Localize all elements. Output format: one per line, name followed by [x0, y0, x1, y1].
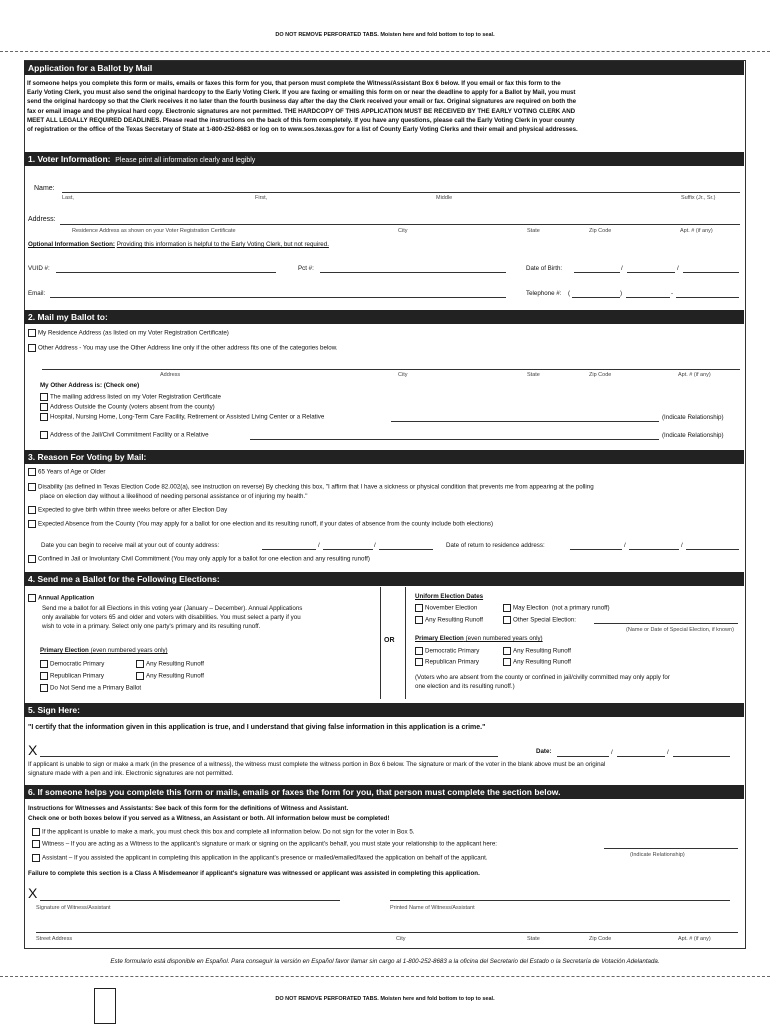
voter-sign-x: X	[28, 742, 38, 758]
right-any-runoff-option[interactable]: Any Resulting Runoff	[415, 616, 483, 624]
address-label: Address:	[28, 216, 56, 223]
address-input[interactable]	[60, 224, 740, 225]
witness-state-caption: State	[527, 936, 540, 942]
other-outside-county-option[interactable]: Address Outside the County (voters absent from the county)	[40, 403, 215, 411]
section-4-header: 4. Send me a Ballot for the Following Elections:	[24, 572, 744, 586]
reason-jail-option[interactable]: Confined in Jail or Involuntary Civil Commitment (You may only apply for a ballot for one election and any resulting runoff)	[28, 555, 370, 563]
left-rep-primary-option[interactable]: Republican Primary	[40, 672, 104, 680]
mail-other-option[interactable]: Other Address - You may use the Other Address line only if the other address fits one of the categories below.	[28, 344, 338, 352]
name-input[interactable]	[62, 192, 740, 193]
section-4-divider-right	[405, 587, 406, 699]
mail-residence-checkbox[interactable]	[28, 329, 36, 337]
sign-day-input[interactable]	[617, 756, 665, 757]
witness-check-instruction: Check one or both boxes below if you served as a Witness, an Assistant or both. All information below must be completed!	[28, 815, 390, 822]
begin-day-input[interactable]	[323, 549, 373, 550]
sign-year-input[interactable]	[673, 756, 730, 757]
may-election-option[interactable]: May Election (not a primary runoff)	[503, 604, 610, 612]
res-address-caption: Residence Address as shown on your Voter Registration Certificate	[72, 228, 236, 234]
sign-month-input[interactable]	[557, 756, 609, 757]
witness-address-line[interactable]	[36, 932, 738, 933]
mail-residence-option[interactable]: My Residence Address (as listed on my Voter Registration Certificate)	[28, 329, 229, 337]
dob-month-input[interactable]	[574, 272, 620, 273]
other-apt-caption: Apt. # (if any)	[678, 372, 711, 378]
sign-note: If applicant is unable to sign or make a mark (in the presence of a witness), the witness must complete the witness portion in Box 6 below. The signature or mark of the voter in the blank above must be an original signature made with a pen and ink. Electronic signatures are not permitted.	[28, 761, 606, 778]
jail-indicate-caption: (Indicate Relationship)	[662, 432, 724, 439]
reason-65-option[interactable]: 65 Years of Age or Older	[28, 468, 105, 476]
sign-date-label: Date:	[536, 748, 552, 755]
failure-warning: Failure to complete this section is a Class A Misdemeanor if applicant's signature was witnessed or applicant was assisted in completing this application.	[28, 870, 480, 877]
no-primary-option[interactable]: Do Not Send me a Primary Ballot	[40, 684, 141, 692]
pct-input[interactable]	[320, 272, 506, 273]
pct-label: Pct #:	[298, 265, 314, 272]
section-2-header: 2. Mail my Ballot to:	[24, 310, 744, 324]
reason-absence-option[interactable]: Expected Absence from the County (You may apply for a ballot for one election and its resulting runoff, if your dates of absence from the county include both elections)	[28, 520, 493, 528]
other-address-heading: My Other Address is: (Check one)	[40, 382, 140, 389]
witness-zip-caption: Zip Code	[589, 936, 612, 942]
bottom-perforation-notice: DO NOT REMOVE PERFORATED TABS. Moisten here and fold bottom to top to seal.	[275, 996, 495, 1002]
telephone-area-input[interactable]	[572, 297, 620, 298]
dob-label: Date of Birth:	[526, 265, 563, 272]
witness-printed-name-line[interactable]	[390, 900, 730, 901]
unable-to-mark-option[interactable]: If the applicant is unable to make a mark, you must check this box and complete all information below. Do not sign for the voter in Box 5.	[32, 828, 414, 836]
other-jail-option[interactable]: Address of the Jail/Civil Commitment Facility or a Relative	[40, 431, 209, 439]
other-city-caption: City	[398, 372, 408, 378]
section-4-divider	[380, 587, 381, 699]
top-perforation-notice: DO NOT REMOVE PERFORATED TABS. Moisten here and fold bottom to top to seal.	[275, 32, 495, 38]
annual-description: Send me a ballot for all Elections in this voting year (January – December). Annual Applications only available for voters 65 and older and voters with disabilities. You must select a party if you wish to vote in a primary. Select only one party's primary and its resulting runoff.	[42, 605, 303, 631]
begin-year-input[interactable]	[379, 549, 433, 550]
voter-signature-line[interactable]	[40, 756, 498, 757]
last-name-caption: Last,	[62, 195, 74, 201]
witness-sign-x: X	[28, 885, 38, 901]
reason-birth-option[interactable]: Expected to give birth within three weeks before or after Election Day	[28, 506, 227, 514]
perforation-line-top	[0, 51, 770, 52]
witness-indicate-caption: (Indicate Relationship)	[630, 852, 685, 858]
other-state-caption: State	[527, 372, 540, 378]
intro-instructions: If someone helps you complete this form or mails, emails or faxes this form for you, that person must complete the Witness/Assistant Box 6 below. If you email or fax this form to the Early Voting Clerk, you must also send the original hardcopy to the Early Voting Clerk. If you are faxing or emailing this form on or near the deadline to apply for a Ballot by Mail, you must send the original hardcopy so that the Clerk receives it no later than the fourth business day after the day the Clerk received your email or fax. Original signatures are required on both the fax or email image and the physical hard copy. Electronic signatures are not permitted. THE HARDCOPY OF THIS APPLICATION MUST BE RECEIVED BY THE EARLY VOTING CLERK AND MEET ALL LEGALLY REQUIRED DEADLINES. Please read the instructions on the back of this form completely. If you have any questions, please call the Early Voting Clerk in your county of registration or the office of the Texas Secretary of State at 1-800-252-8683 or log on to www.sos.texas.gov for a list of County Early Voting Clerks and their email and physical addresses.	[27, 80, 578, 134]
left-dem-runoff-option[interactable]: Any Resulting Runoff	[136, 660, 204, 668]
dob-day-input[interactable]	[627, 272, 675, 273]
witness-street-caption: Street Address	[36, 936, 73, 942]
right-dem-primary-option[interactable]: Democratic Primary	[415, 647, 479, 655]
jail-relationship-input[interactable]	[250, 439, 659, 440]
right-rep-runoff-option[interactable]: Any Resulting Runoff	[503, 658, 571, 666]
other-facility-option[interactable]: Hospital, Nursing Home, Long-Term Care Facility, Retirement or Assisted Living Center or a Relative	[40, 413, 324, 421]
return-date-label: Date of return to residence address:	[446, 542, 545, 549]
optional-section: Optional Information Section: Providing this information is helpful to the Early Voting Clerk, but not required.	[28, 241, 329, 248]
return-year-input[interactable]	[686, 549, 739, 550]
spanish-availability-note: Este formulario está disponible en Español. Para conseguir la versión en Español favor llamar sin cargo al 1-800-252-8683 a la oficina del Secretario del Estado o la Secretaría de Votación Adelantada.	[110, 958, 660, 965]
telephone-prefix-input[interactable]	[626, 297, 670, 298]
return-month-input[interactable]	[570, 549, 622, 550]
zip-caption: Zip Code	[589, 228, 612, 234]
witness-signature-line[interactable]	[40, 900, 340, 901]
state-caption: State	[527, 228, 540, 234]
fold-tab	[94, 988, 116, 1024]
witness-relationship-input[interactable]	[604, 848, 738, 849]
right-dem-runoff-option[interactable]: Any Resulting Runoff	[503, 647, 571, 655]
witness-printed-name-caption: Printed Name of Witness/Assistant	[390, 905, 475, 911]
witness-apt-caption: Apt. # (if any)	[678, 936, 711, 942]
name-label: Name:	[34, 185, 55, 192]
other-address-caption: Address	[160, 372, 181, 378]
other-mailing-option[interactable]: The mailing address listed on my Voter Registration Certificate	[40, 393, 221, 401]
dob-year-input[interactable]	[683, 272, 739, 273]
section-6-header: 6. If someone helps you complete this form or mails, emails or faxes the form for you, that person must complete the section below.	[24, 785, 744, 799]
special-election-input[interactable]	[594, 623, 738, 624]
witness-option[interactable]: Witness – If you are acting as a Witness to the applicant's signature or mark or signing on the applicant's behalf, you must state your relationship to the applicant here:	[32, 840, 497, 848]
telephone-label: Telephone #:	[526, 290, 562, 297]
email-input[interactable]	[50, 297, 506, 298]
witness-instructions: Instructions for Witnesses and Assistants: See back of this form for the definitions of Witness and Assistant.	[28, 805, 349, 812]
right-primary-heading: Primary Election (even numbered years only)	[415, 635, 543, 642]
special-election-caption: (Name or Date of Special Election, if known)	[626, 627, 734, 633]
section-1-header: 1. Voter Information: Please print all information clearly and legibly	[24, 152, 744, 166]
return-day-input[interactable]	[629, 549, 679, 550]
absent-voters-note: (Voters who are absent from the county or confined in jail/civilly committed may only apply for one election and its resulting runoff.)	[415, 674, 670, 691]
annual-application-option[interactable]: Annual Application	[28, 594, 94, 602]
begin-mail-date-label: Date you can begin to receive mail at your out of county address:	[41, 542, 220, 549]
facility-relationship-input[interactable]	[391, 421, 659, 422]
or-label: OR	[384, 637, 395, 644]
other-zip-caption: Zip Code	[589, 372, 612, 378]
begin-month-input[interactable]	[262, 549, 316, 550]
left-rep-runoff-option[interactable]: Any Resulting Runoff	[136, 672, 204, 680]
witness-signature-caption: Signature of Witness/Assistant	[36, 905, 111, 911]
november-election-option[interactable]: November Election	[415, 604, 477, 612]
reason-disability-option[interactable]: Disability (as defined in Texas Election Code 82.002(a), see instruction on reverse) By checking this box, "I affirm that I have a sickness or physical condition that prevents me from appearing at the polling	[28, 483, 594, 491]
email-label: Email:	[28, 290, 46, 297]
vuid-input[interactable]	[56, 272, 276, 273]
reason-disability-continued: place on election day without a likelihood of needing personal assistance or of injuring my health."	[40, 493, 308, 500]
uniform-dates-heading: Uniform Election Dates	[415, 593, 484, 600]
city-caption: City	[398, 228, 408, 234]
witness-city-caption: City	[396, 936, 406, 942]
left-primary-heading: Primary Election (even numbered years only)	[40, 647, 168, 654]
mail-other-checkbox[interactable]	[28, 344, 36, 352]
left-dem-primary-option[interactable]: Democratic Primary	[40, 660, 104, 668]
right-rep-primary-option[interactable]: Republican Primary	[415, 658, 479, 666]
certify-statement: "I certify that the information given in this application is true, and I understand that giving false information in this application is a crime."	[28, 724, 486, 731]
perforation-line-bottom	[0, 976, 770, 977]
middle-name-caption: Middle	[436, 195, 453, 201]
first-name-caption: First,	[255, 195, 268, 201]
telephone-line-input[interactable]	[676, 297, 739, 298]
assistant-option[interactable]: Assistant – If you assisted the applicant in completing this application in the applicant's presence or mailed/emailed/faxed the application on behalf of the applicant.	[32, 854, 488, 862]
apt-caption: Apt. # (if any)	[680, 228, 713, 234]
vuid-label: VUID #:	[28, 265, 50, 272]
other-address-input[interactable]	[42, 369, 740, 370]
form-title: Application for a Ballot by Mail	[24, 61, 744, 75]
section-5-header: 5. Sign Here:	[24, 703, 744, 717]
suffix-caption: Suffix (Jr., Sr.)	[681, 195, 716, 201]
section-3-header: 3. Reason For Voting by Mail:	[24, 450, 744, 464]
other-special-election-option[interactable]: Other Special Election:	[503, 616, 576, 624]
facility-indicate-caption: (Indicate Relationship)	[662, 414, 724, 421]
